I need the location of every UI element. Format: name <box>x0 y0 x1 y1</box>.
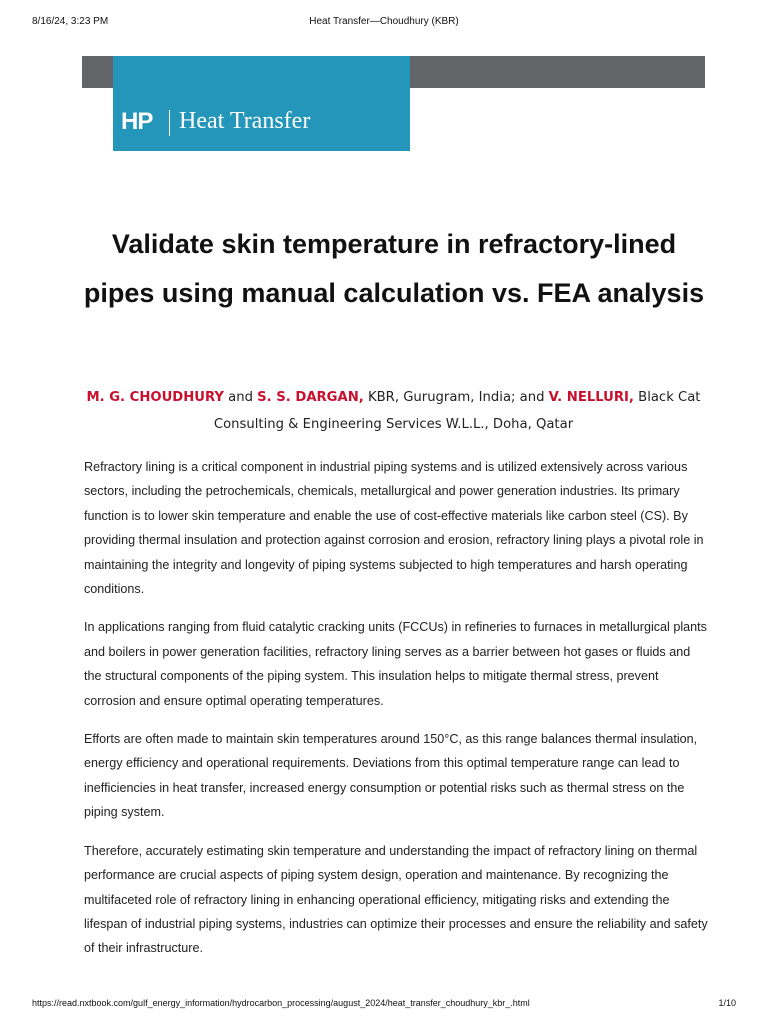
body-paragraph: Therefore, accurately estimating skin temperature and understanding the impact of refractory lining on thermal performance are crucial aspects of piping system design, operation and maintenance. By recognizing the multifaceted role of refractory lining in enhancing operational efficiency, mitigating risks and extending the lifespan of industrial piping systems, industries can optimize their processes and ensure the reliability and safety of their infrastructure. <box>84 843 708 956</box>
print-page-number: 1/10 <box>718 998 736 1008</box>
body-paragraph: Efforts are often made to maintain skin temperatures around 150°C, as this range balances thermal insulation, energy efficiency and operational requirements. Deviations from this optimal temperature range can lead to inefficiencies in heat transfer, increased energy consumption or potential risks such as thermal stress on the piping system. <box>84 732 698 820</box>
logo-divider <box>169 110 170 136</box>
article-title: Validate skin temperature in refractory-lined pipes using manual calculation vs. FEA analysis <box>83 229 705 308</box>
author-name: M. G. CHOUDHURY <box>86 390 224 405</box>
print-page-title: Heat Transfer—Choudhury (KBR) <box>309 16 459 27</box>
author-affiliation: Black Cat Consulting & Engineering Services W.L.L., Doha, Qatar <box>213 390 701 432</box>
print-url: https://read.nxtbook.com/gulf_energy_information/hydrocarbon_processing/august_2024/heat_transfer_choudhury_kbr_.html <box>32 998 530 1008</box>
print-header <box>32 16 736 30</box>
article-banner <box>82 56 705 206</box>
author-separator: and <box>223 390 258 405</box>
author-line <box>82 384 705 438</box>
banner-logo-block <box>113 56 410 151</box>
print-datetime: 8/16/24, 3:23 PM <box>32 16 109 27</box>
author-name: V. NELLURI, <box>548 390 634 405</box>
body-paragraph: In applications ranging from fluid catalytic cracking units (FCCUs) in refineries to furnaces in metallurgical plants and boilers in power generation facilities, refractory lining serves as a barrier between hot gases or fluids and the structural components of the piping system. This insulation helps to mitigate thermal stress, prevent corrosion and ensure optimal operating temperatures. <box>84 620 707 708</box>
author-name: S. S. DARGAN, <box>257 390 364 405</box>
author-affiliation: KBR, Gurugram, India; and <box>363 390 549 405</box>
print-footer <box>32 998 736 1012</box>
article-body <box>84 455 708 975</box>
section-label: Heat Transfer <box>179 108 311 134</box>
hp-logo-icon: HP <box>121 108 153 135</box>
body-paragraph: Refractory lining is a critical component in industrial piping systems and is utilized extensively across various sectors, including the petrochemicals, chemicals, metallurgical and power generation industries. Its primary function is to lower skin temperature and enable the use of cost-effective materials like carbon steel (CS). By providing thermal insulation and protection against corrosion and erosion, refractory lining plays a pivotal role in maintaining the integrity and longevity of piping systems subjected to high temperatures and harsh operating conditions. <box>84 460 704 597</box>
